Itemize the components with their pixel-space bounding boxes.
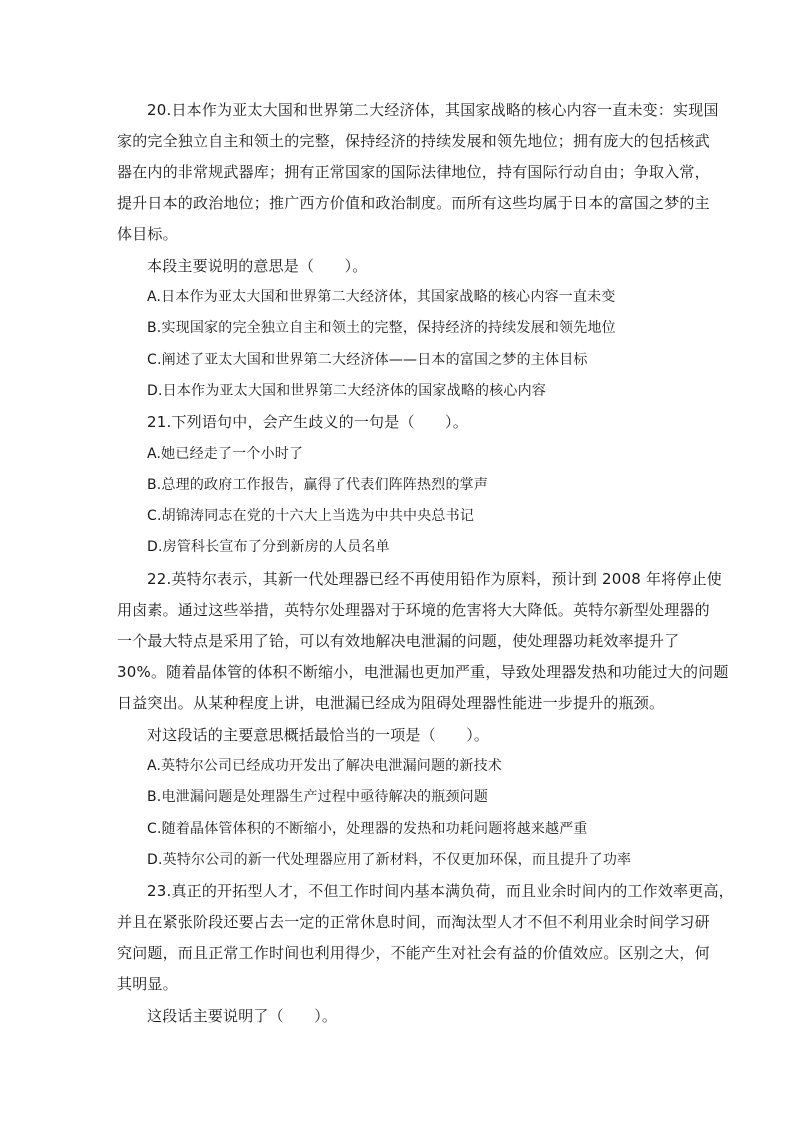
- q23-stem-line: 究问题，而且正常工作时间也利用得少，不能产生对社会有益的价值效应。区别之大，何: [117, 944, 710, 962]
- q22-stem-line: 22.英特尔表示，其新一代处理器已经不再使用铅作为原料，预计到 2008 年将停止使: [147, 570, 722, 588]
- q23-question: 这段话主要说明了（ ）。: [147, 1007, 338, 1025]
- q22-stem-line: 日益突出。从某种程度上讲，电泄漏已经成为阻碍处理器性能进一步提升的瓶颈。: [117, 694, 665, 712]
- q21-question: 21.下列语句中，会产生歧义的一句是（ ）。: [147, 413, 468, 431]
- q21-option-d: D.房管科长宣布了分到新房的人员名单: [147, 539, 390, 555]
- q20-stem-line: 体目标。: [117, 225, 178, 243]
- q22-stem-line: 用卤素。通过这些举措，英特尔处理器对于环境的危害将大大降低。英特尔新型处理器的: [117, 601, 710, 619]
- q20-question: 本段主要说明的意思是（ ）。: [147, 257, 368, 275]
- q20-stem-line: 提升日本的政治地位；推广西方价值和政治制度。而所有这些均属于日本的富国之梦的主: [117, 194, 710, 212]
- q21-option-a: A.她已经走了一个小时了: [147, 446, 304, 462]
- q20-option-b: B.实现国家的完全独立自主和领土的完整，保持经济的持续发展和领先地位: [147, 320, 616, 336]
- q22-option-a: A.英特尔公司已经成功开发出了解决电泄漏问题的新技术: [147, 758, 502, 774]
- q22-option-d: D.英特尔公司的新一代处理器应用了新材料，不仅更加环保，而且提升了功率: [147, 852, 632, 868]
- q22-stem-line: 30%。随着晶体管的体积不断缩小，电泄漏也更加严重，导致处理器发热和功能过大的问题: [117, 663, 729, 681]
- q22-stem-line: 一个最大特点是采用了铪，可以有效地解决电泄漏的问题，使处理器功耗效率提升了: [117, 632, 680, 650]
- q22-option-c: C.随着晶体管体积的不断缩小，处理器的发热和功耗问题将越来越严重: [147, 821, 588, 837]
- q22-question: 对这段话的主要意思概括最恰当的一项是（ ）。: [147, 726, 490, 744]
- q20-stem-line: 20.日本作为亚太大国和世界第二大经济体，其国家战略的核心内容一直未变：实现国: [147, 101, 719, 119]
- q20-stem-line: 家的完全独立自主和领土的完整，保持经济的持续发展和领先地位；拥有庞大的包括核武: [117, 132, 710, 150]
- q21-option-b: B.总理的政府工作报告，赢得了代表们阵阵热烈的掌声: [147, 477, 489, 493]
- q23-stem-line: 其明显。: [117, 975, 178, 993]
- q20-option-d: D.日本作为亚太大国和世界第二大经济体的国家战略的核心内容: [147, 383, 547, 399]
- q21-option-c: C.胡锦涛同志在党的十六大上当选为中共中央总书记: [147, 508, 475, 524]
- q20-option-a: A.日本作为亚太大国和世界第二大经济体，其国家战略的核心内容一直未变: [147, 289, 616, 305]
- q20-option-c: C.阐述了亚太大国和世界第二大经济体——日本的富国之梦的主体目标: [147, 352, 588, 368]
- q22-option-b: B.电泄漏问题是处理器生产过程中亟待解决的瓶颈问题: [147, 789, 489, 805]
- q20-stem-line: 器在内的非常规武器库；拥有正常国家的国际法律地位，持有国际行动自由；争取入常，: [117, 163, 710, 181]
- q23-stem-line: 23.真正的开拓型人才，不但工作时间内基本满负荷，而且业余时间内的工作效率更高，: [147, 882, 734, 900]
- q23-stem-line: 并且在紧张阶段还要占去一定的正常休息时间，而淘汰型人才不但不利用业余时间学习研: [117, 913, 710, 931]
